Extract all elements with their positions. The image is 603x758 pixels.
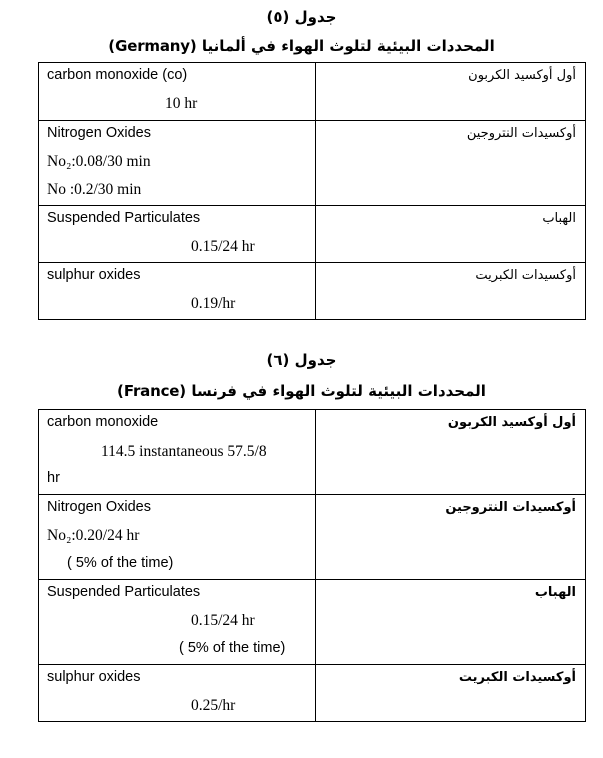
pollutant-label: sulphur oxides bbox=[47, 267, 141, 283]
arabic-cell bbox=[316, 580, 586, 665]
germany-limits-table bbox=[38, 62, 586, 320]
pollutant-label: carbon monoxide (co) bbox=[47, 67, 188, 83]
france-limits-table bbox=[38, 409, 586, 722]
english-cell bbox=[39, 665, 316, 722]
arabic-cell bbox=[316, 63, 586, 121]
english-cell bbox=[39, 495, 316, 580]
table-6-caption: المحددات البيئية لتلوث الهواء في فرنسا (France) bbox=[117, 382, 486, 400]
pollutant-label: Nitrogen Oxides bbox=[47, 499, 151, 515]
arabic-cell bbox=[316, 665, 586, 722]
time-note: ( 5% of the time) bbox=[179, 640, 286, 656]
english-cell bbox=[39, 263, 316, 320]
limit-value: 10 hr bbox=[165, 95, 198, 112]
arabic-pollutant-label: أوكسيدات الكبريت bbox=[458, 670, 576, 685]
arabic-cell bbox=[316, 206, 586, 263]
english-cell bbox=[39, 63, 316, 121]
arabic-cell bbox=[316, 495, 586, 580]
limit-value: No₂:0.08/30 min bbox=[47, 153, 151, 170]
table-row bbox=[39, 206, 586, 263]
arabic-pollutant-label: أوكسيدات النتروجين bbox=[466, 126, 576, 141]
limit-value bbox=[47, 438, 315, 466]
arabic-cell bbox=[316, 410, 586, 495]
table-5-caption: المحددات البيئية لتلوث الهواء في ألمانيا (Germany) bbox=[108, 37, 495, 55]
limit-value: 0.19/hr bbox=[191, 295, 236, 312]
arabic-pollutant-label: أوكسيدات الكبريت bbox=[475, 268, 576, 283]
table-6-title: جدول (٦) bbox=[266, 351, 337, 369]
pollutant-label: carbon monoxide bbox=[47, 414, 159, 430]
table-row bbox=[39, 410, 586, 495]
limit-value: No₂:0.20/24 hr bbox=[47, 527, 140, 544]
table-row bbox=[39, 63, 586, 121]
table-row bbox=[39, 263, 586, 320]
english-cell bbox=[39, 206, 316, 263]
limit-value: hr bbox=[47, 470, 60, 486]
english-cell bbox=[39, 410, 316, 495]
limit-value: 0.25/hr bbox=[191, 697, 236, 714]
arabic-pollutant-label: الهباب bbox=[542, 211, 576, 226]
arabic-pollutant-label: أول أوكسيد الكربون bbox=[468, 68, 576, 83]
table-5-title: جدول (٥) bbox=[266, 8, 337, 26]
arabic-pollutant-label: أوكسيدات النتروجين bbox=[445, 500, 576, 515]
limit-value: 0.15/24 hr bbox=[191, 612, 255, 629]
arabic-cell bbox=[316, 121, 586, 206]
limit-value: No :0.2/30 min bbox=[47, 181, 142, 198]
limit-value-text: 114.5 instantaneous 57.5/8 bbox=[101, 443, 267, 460]
table-row bbox=[39, 121, 586, 206]
english-cell bbox=[39, 580, 316, 665]
arabic-pollutant-label: الهباب bbox=[534, 585, 576, 600]
pollutant-label: Suspended Particulates bbox=[47, 210, 201, 226]
table-row bbox=[39, 495, 586, 580]
table-row bbox=[39, 665, 586, 722]
english-cell bbox=[39, 121, 316, 206]
pollutant-label: Suspended Particulates bbox=[47, 584, 201, 600]
table-row bbox=[39, 580, 586, 665]
pollutant-label: sulphur oxides bbox=[47, 669, 141, 685]
arabic-cell bbox=[316, 263, 586, 320]
arabic-pollutant-label: أول أوكسيد الكربون bbox=[447, 415, 576, 430]
pollutant-label: Nitrogen Oxides bbox=[47, 125, 151, 141]
time-note: ( 5% of the time) bbox=[67, 555, 174, 571]
limit-value: 0.15/24 hr bbox=[191, 238, 255, 255]
